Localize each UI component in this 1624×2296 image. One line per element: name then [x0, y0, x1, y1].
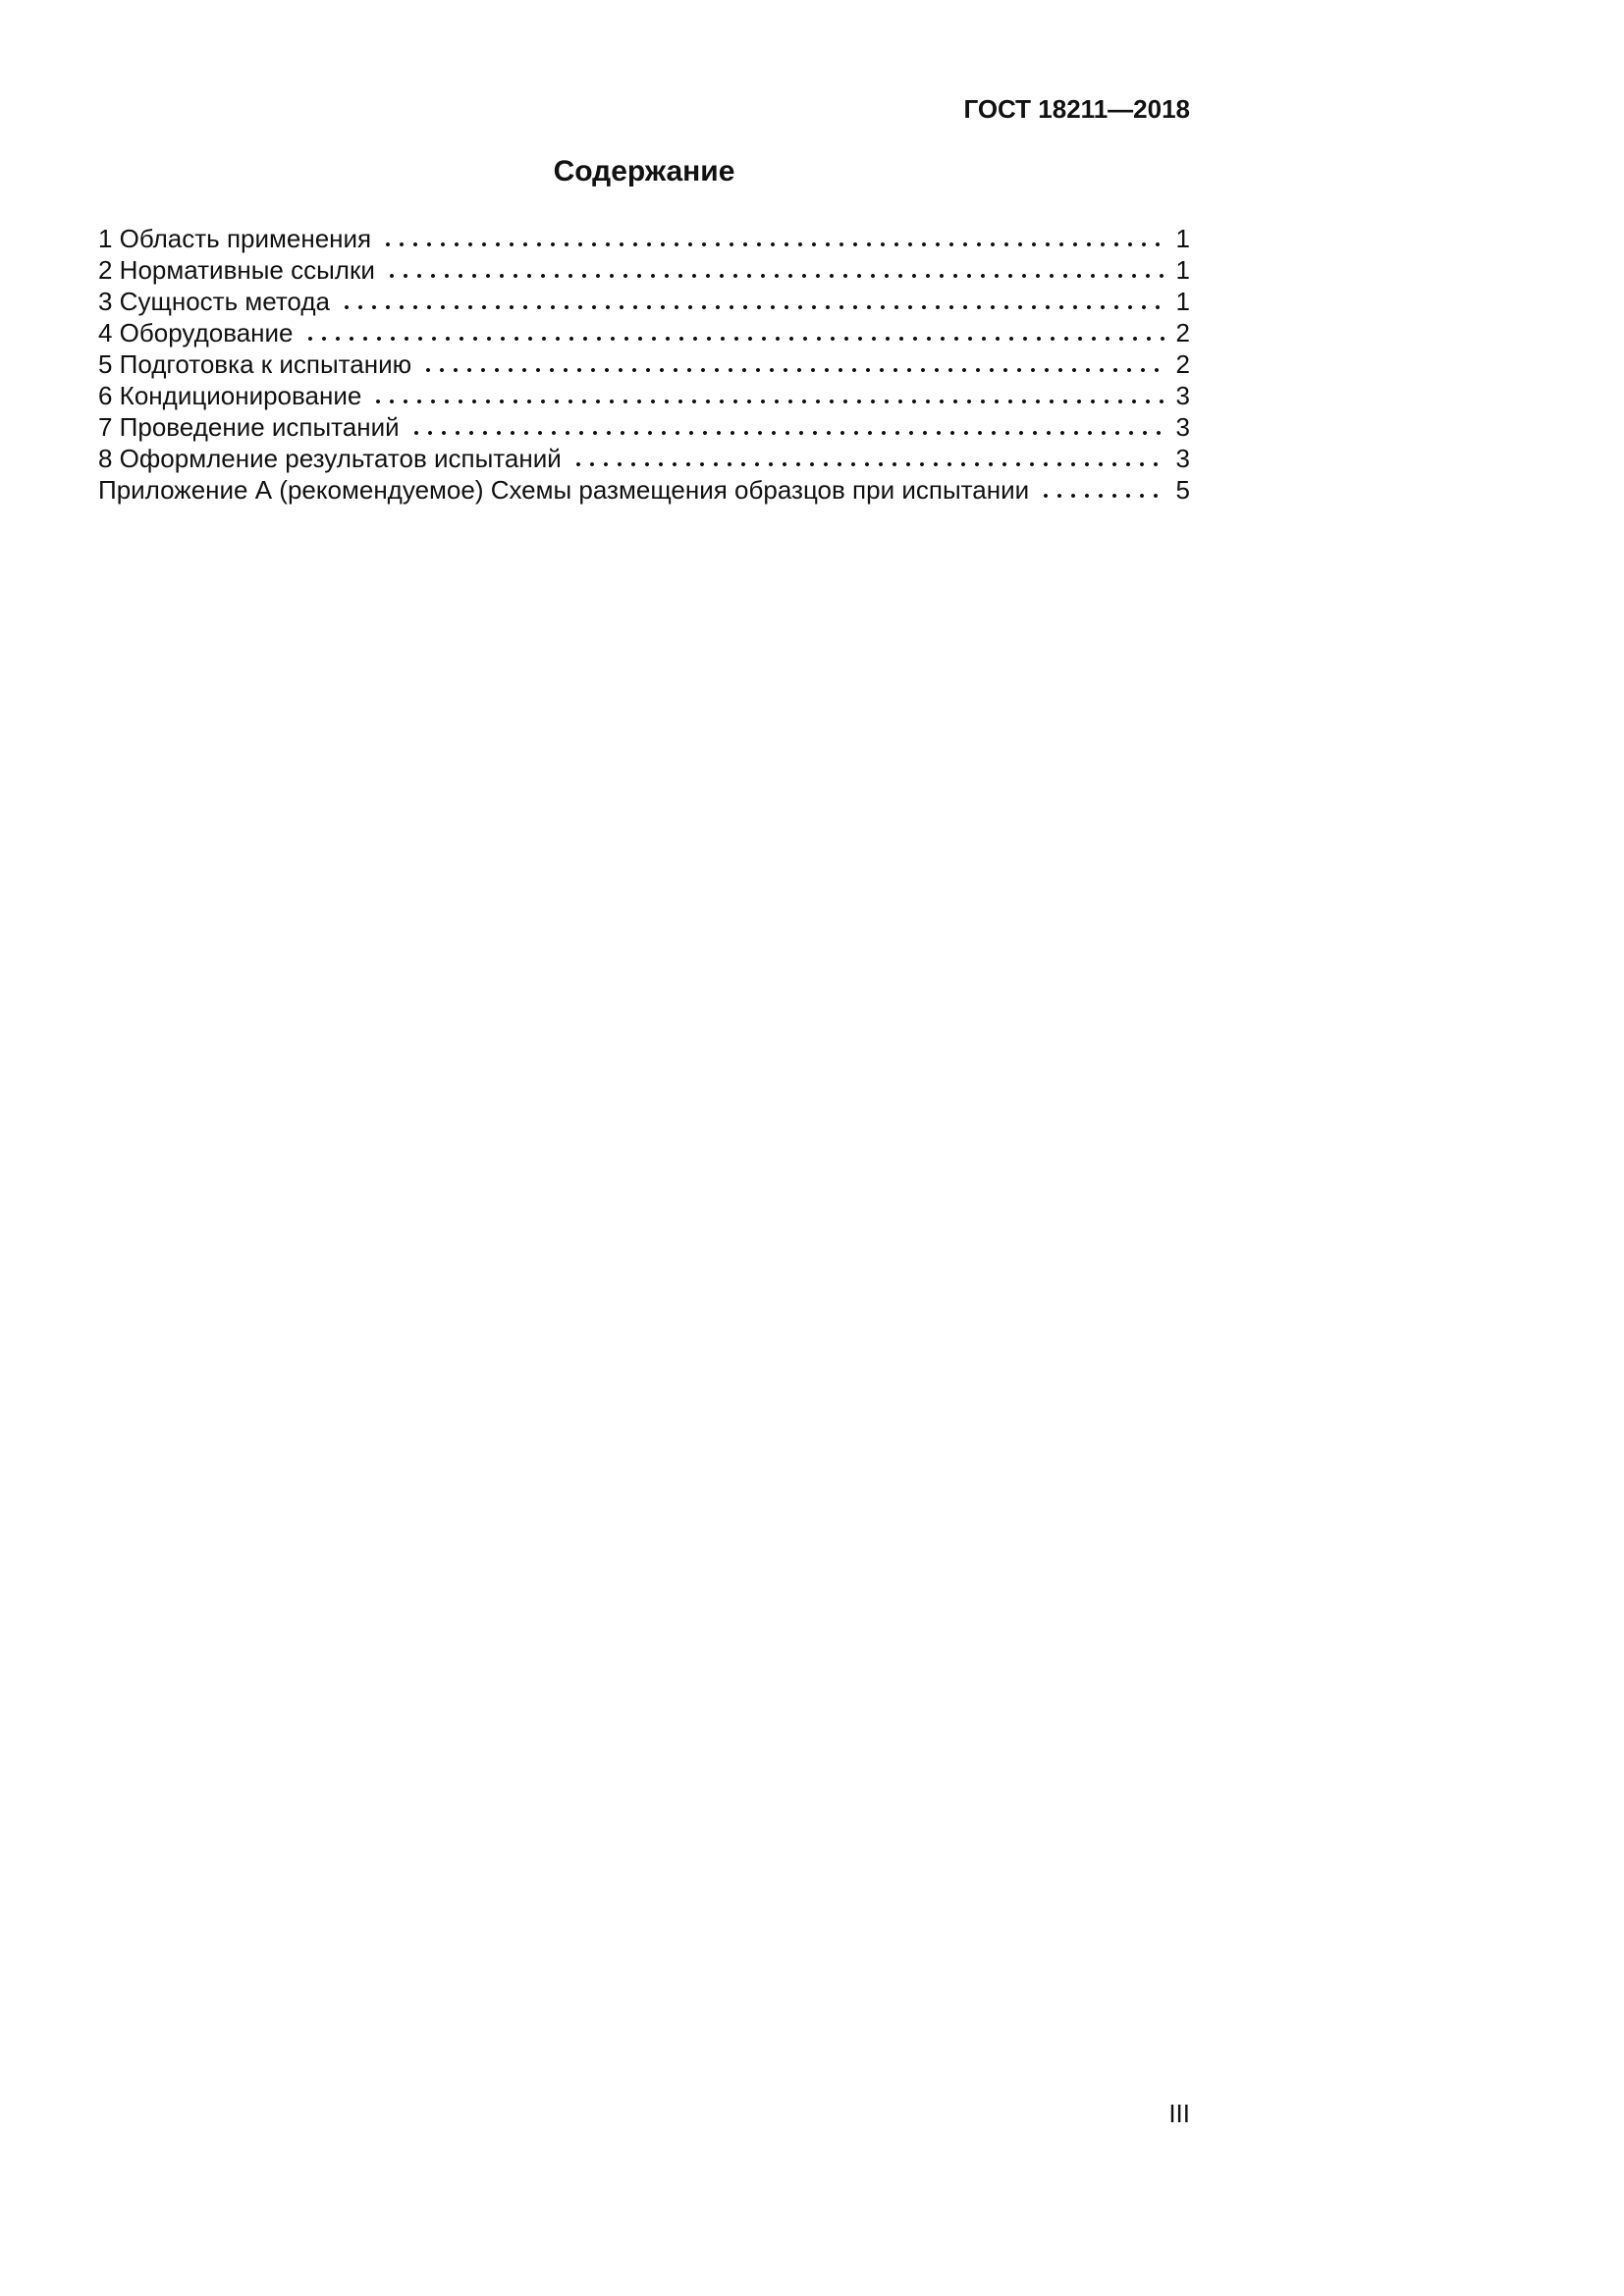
document-number-header: ГОСТ 18211—2018	[963, 94, 1190, 124]
toc-entry-page: 2	[1175, 318, 1190, 347]
page-content	[98, 0, 1190, 507]
toc-entry-page: 5	[1175, 475, 1190, 505]
footer-page-number: III	[1168, 2099, 1190, 2128]
toc-entry-page: 1	[1175, 224, 1190, 253]
toc-entry	[98, 444, 1190, 473]
toc-entry-label: 6 Кондиционирование	[98, 381, 362, 410]
page-title: Содержание	[553, 155, 735, 187]
dot-leader	[385, 274, 1166, 278]
toc-entry-label: 3 Сущность метода	[98, 287, 330, 316]
toc-entry-page: 2	[1175, 349, 1190, 379]
toc-entry-label: 1 Область применения	[98, 224, 372, 253]
dot-leader	[371, 400, 1166, 403]
toc-entry	[98, 318, 1190, 347]
toc-entry-page: 3	[1175, 412, 1190, 442]
dot-leader	[421, 368, 1166, 372]
toc-entry	[98, 381, 1190, 410]
dot-leader	[381, 242, 1166, 246]
toc-entry-label: Приложение А (рекомендуемое) Схемы размещения образцов при испытании	[98, 475, 1030, 505]
dot-leader	[303, 337, 1166, 341]
toc-entry-label: 8 Оформление результатов испытаний	[98, 444, 562, 473]
toc-entry	[98, 412, 1190, 442]
toc-entry-page: 3	[1175, 381, 1190, 410]
dot-leader	[1039, 494, 1166, 498]
toc-entry-page: 1	[1175, 287, 1190, 316]
toc-entry-label: 2 Нормативные ссылки	[98, 255, 375, 285]
table-of-contents	[98, 224, 1190, 505]
toc-entry-label: 7 Проведение испытаний	[98, 412, 400, 442]
toc-entry	[98, 224, 1190, 253]
toc-entry-page: 3	[1175, 444, 1190, 473]
dot-leader	[571, 462, 1166, 466]
toc-entry	[98, 475, 1190, 505]
toc-entry	[98, 287, 1190, 316]
toc-entry-page: 1	[1175, 255, 1190, 285]
toc-entry-label: 5 Подготовка к испытанию	[98, 349, 412, 379]
toc-entry-label: 4 Оборудование	[98, 318, 294, 347]
toc-entry	[98, 255, 1190, 285]
toc-entry	[98, 349, 1190, 379]
dot-leader	[409, 431, 1166, 435]
dot-leader	[340, 305, 1166, 309]
